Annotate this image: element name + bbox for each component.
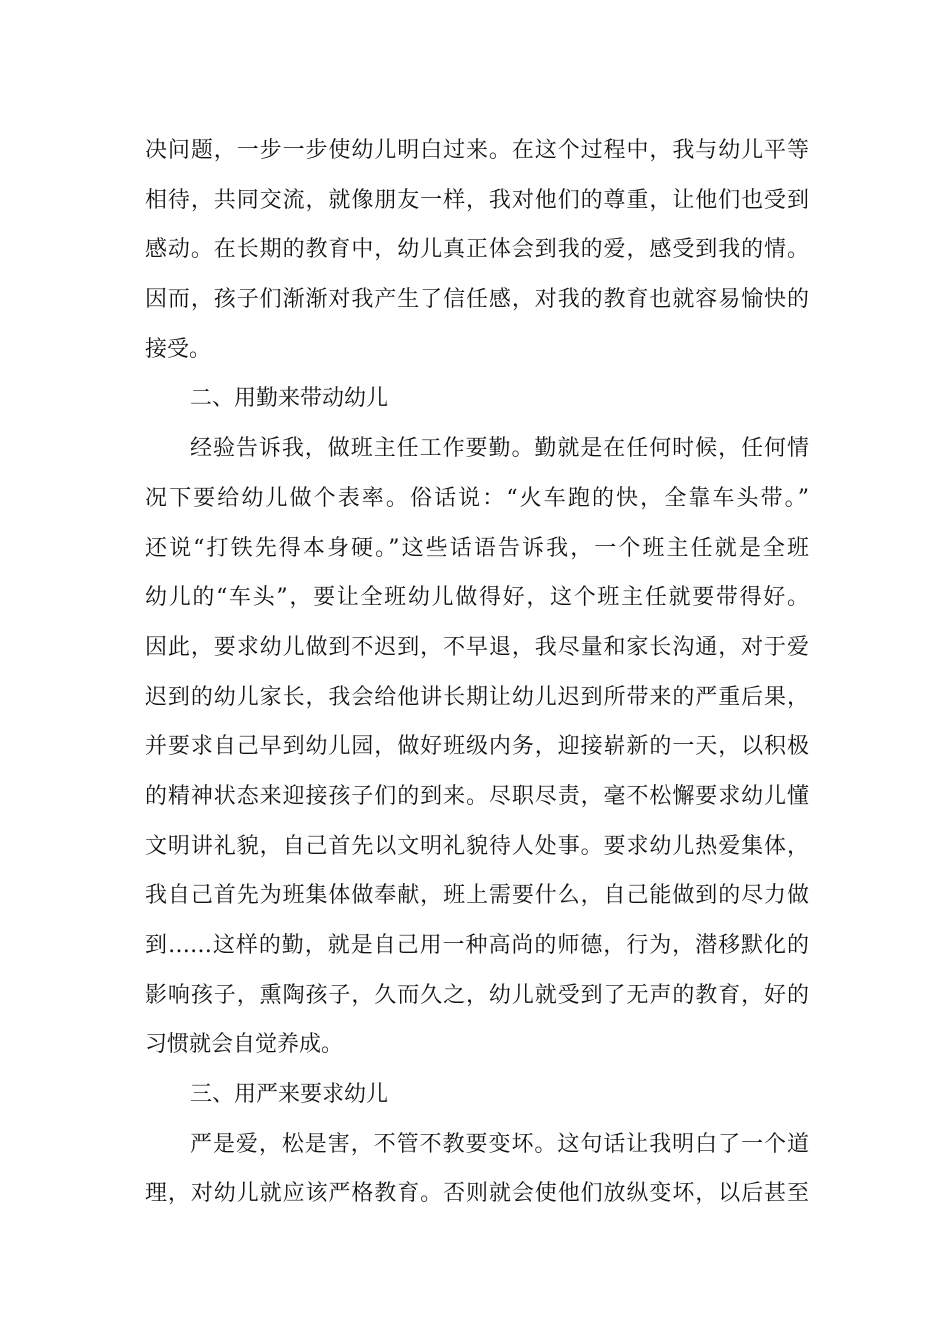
text-line: 文明讲礼貌，自己首先以文明礼貌待人处事。要求幼儿热爱集体，: [145, 833, 809, 859]
text-line: 到……这样的勤，就是自己用一种高尚的师德，行为，潜移默化的: [145, 933, 809, 958]
text-line: 迟到的幼儿家长，我会给他讲长期让幼儿迟到所带来的严重后果，: [145, 684, 809, 710]
text-line: 并要求自己早到幼儿园，做好班级内务，迎接崭新的一天，以积极: [145, 734, 809, 760]
text-line: 幼儿的“车头”，要让全班幼儿做得好，这个班主任就要带得好。: [145, 585, 809, 611]
text-line: 况下要给幼儿做个表率。俗话说：“火车跑的快，全靠车头带。”: [145, 485, 809, 511]
text-line: 感动。在长期的教育中，幼儿真正体会到我的爱，感受到我的情。: [145, 237, 809, 263]
text-line: 相待，共同交流，就像朋友一样，我对他们的尊重，让他们也受到: [145, 187, 809, 213]
text-line: 三、用严来要求幼儿: [190, 1082, 389, 1108]
text-line: 我自己首先为班集体做奉献，班上需要什么，自己能做到的尽力做: [145, 883, 809, 909]
text-line: 影响孩子，熏陶孩子，久而久之，幼儿就受到了无声的教育，好的: [145, 982, 809, 1008]
text-line: 还说“打铁先得本身硬。”这些话语告诉我，一个班主任就是全班: [145, 535, 809, 561]
text-line: 习惯就会自觉养成。: [145, 1032, 344, 1058]
text-line: 因而，孩子们渐渐对我产生了信任感，对我的教育也就容易愉快的: [145, 287, 809, 313]
text-line: 严是爱，松是害，不管不教要变坏。这句话让我明白了一个道: [190, 1131, 809, 1157]
text-line: 的精神状态来迎接孩子们的到来。尽职尽责，毫不松懈要求幼儿懂: [145, 783, 809, 809]
text-line: 二、用勤来带动幼儿: [190, 386, 389, 412]
text-line: 因此，要求幼儿做到不迟到，不早退，我尽量和家长沟通，对于爱: [145, 634, 809, 660]
text-line: 理，对幼儿就应该严格教育。否则就会使他们放纵变坏，以后甚至: [145, 1181, 809, 1207]
text-line: 接受。: [145, 336, 212, 362]
body-text: [145, 126, 809, 1219]
text-line: 决问题，一步一步使幼儿明白过来。在这个过程中，我与幼儿平等: [145, 138, 809, 163]
text-line: 经验告诉我，做班主任工作要勤。勤就是在任何时候，任何情: [190, 436, 809, 462]
